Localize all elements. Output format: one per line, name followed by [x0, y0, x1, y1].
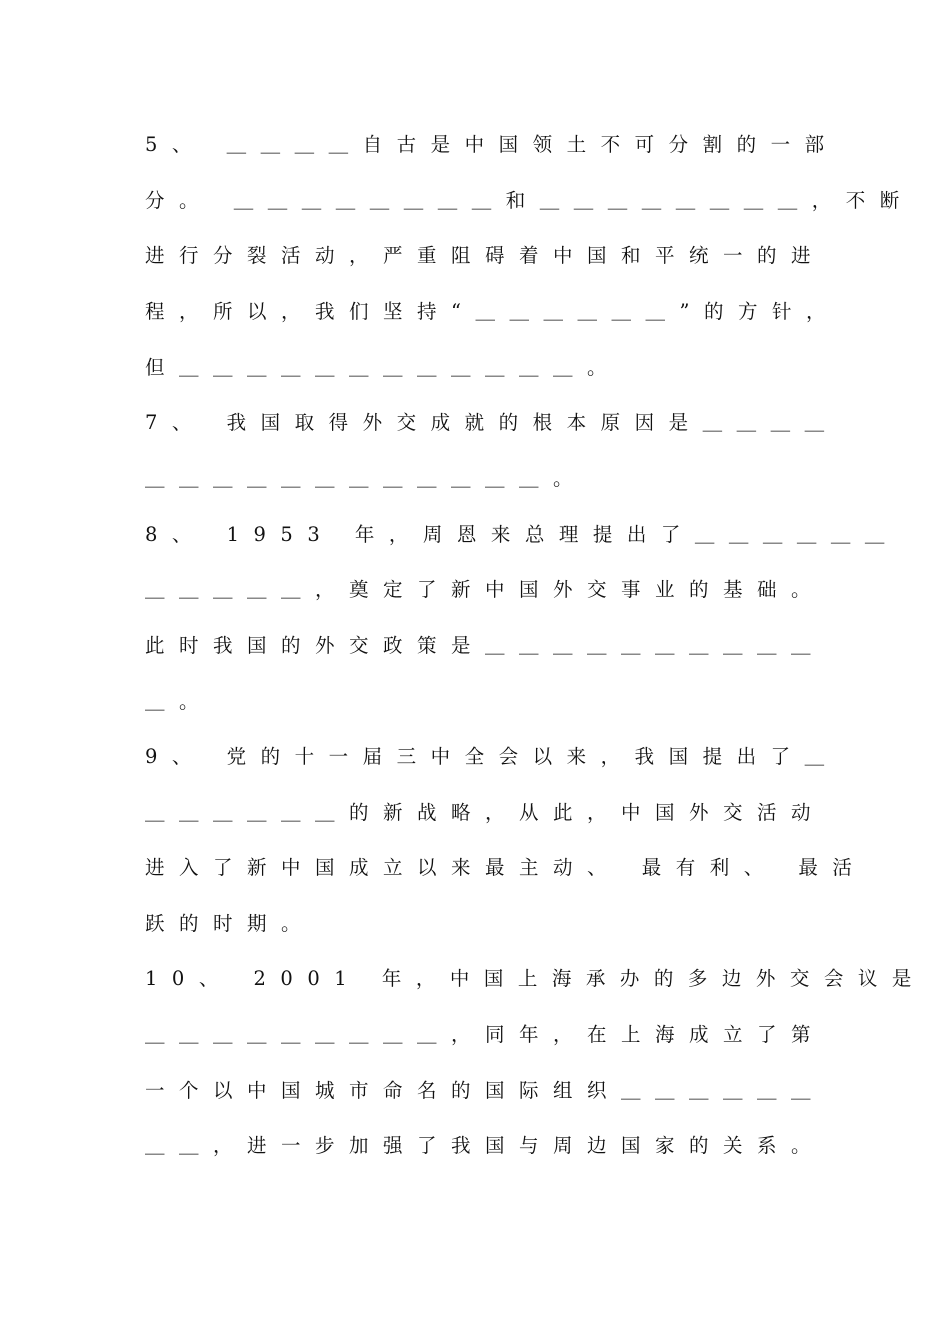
text-line: 5、 ＿＿＿＿自古是中国领土不可分割的一部: [145, 133, 839, 156]
text-line: ＿＿＿＿＿＿＿＿＿，同年，在上海成立了第: [145, 1023, 826, 1046]
text-line: 进入了新中国成立以来最主动、 最有利、 最活: [145, 856, 867, 879]
text-line: 跃的时期。: [145, 912, 316, 935]
text-line: 但＿＿＿＿＿＿＿＿＿＿＿＿。: [145, 356, 622, 379]
text-line: 进行分裂活动，严重阻碍着中国和平统一的进: [145, 244, 826, 267]
text-line: 程，所以，我们坚持“＿＿＿＿＿＿”的方针，: [145, 300, 840, 323]
text-line: ＿。: [145, 690, 214, 713]
text-line: 一个以中国城市命名的国际组织＿＿＿＿＿＿: [145, 1079, 826, 1102]
text-line: 10、 2001 年，中国上海承办的多边外交会议是: [145, 967, 926, 990]
text-line: ＿＿＿＿＿＿＿＿＿＿＿＿。: [145, 467, 588, 490]
text-line: ＿＿，进一步加强了我国与周边国家的关系。: [145, 1134, 826, 1157]
text-line: 此时我国的外交政策是＿＿＿＿＿＿＿＿＿＿: [145, 634, 826, 657]
text-line: 9、 党的十一届三中全会以来，我国提出了＿: [145, 745, 839, 768]
text-line: ＿＿＿＿＿＿的新战略，从此，中国外交活动: [145, 801, 826, 824]
text-line: 分。 ＿＿＿＿＿＿＿＿和＿＿＿＿＿＿＿＿，不断: [145, 189, 914, 212]
text-line: ＿＿＿＿＿，奠定了新中国外交事业的基础。: [145, 578, 826, 601]
text-line: 7、 我国取得外交成就的根本原因是＿＿＿＿: [145, 411, 839, 434]
text-line: 8、 1953 年，周恩来总理提出了＿＿＿＿＿＿: [145, 523, 899, 546]
